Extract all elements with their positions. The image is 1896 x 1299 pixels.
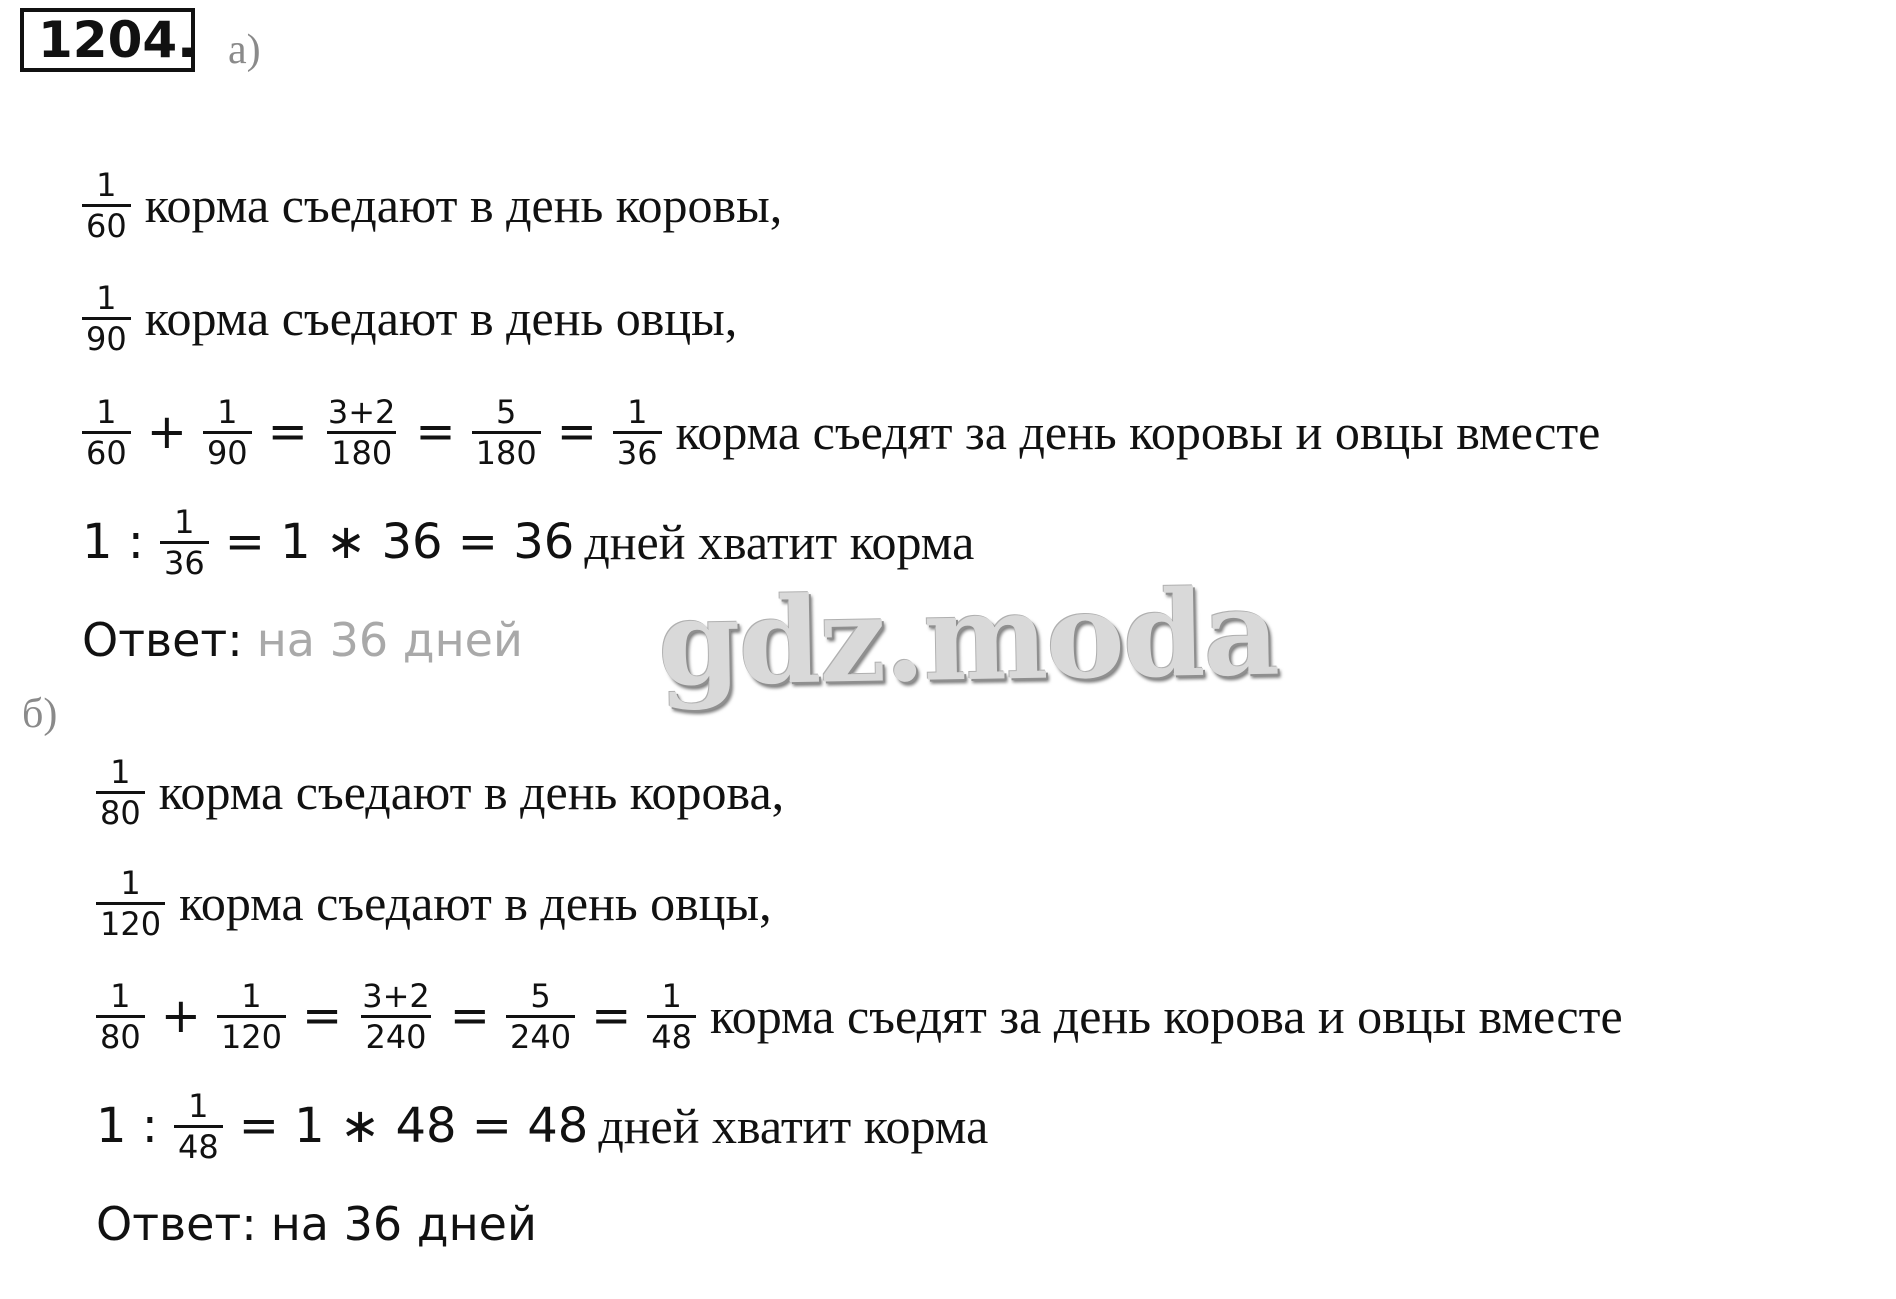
equals-sign: = xyxy=(449,988,490,1044)
fraction: $\frac{1}{36}$ xyxy=(613,393,662,472)
part-b-line-3 xyxy=(92,966,1623,1066)
fraction: $\frac{1}{80}$ xyxy=(96,753,145,832)
fraction: $\frac{5}{180}$ xyxy=(472,393,541,472)
division-start: 1 : xyxy=(96,1098,158,1154)
equals-sign: = xyxy=(556,404,597,460)
part-a-line-3 xyxy=(78,382,1600,482)
fraction: $\frac{3+2}{180}$ xyxy=(327,392,396,472)
division-result: = 1 ∗ 36 = 36 xyxy=(224,514,575,570)
statement-text: корма съедают в день овцы, xyxy=(144,290,738,346)
part-a-label: а) xyxy=(228,27,261,73)
fraction: $\frac{1}{60}$ xyxy=(82,393,131,472)
fraction: $\frac{1}{36}$ xyxy=(160,503,209,582)
part-b-line-1 xyxy=(92,742,784,842)
fraction: $\frac{1}{60}$ xyxy=(82,166,131,245)
plus-sign: + xyxy=(160,988,201,1044)
answer-label: Ответ: xyxy=(82,613,243,667)
statement-text: корма съедают в день коровы, xyxy=(144,177,783,233)
equals-sign: = xyxy=(267,404,308,460)
statement-text: корма съедят за день корова и овцы вместе xyxy=(710,988,1623,1044)
equals-sign: = xyxy=(302,988,343,1044)
fraction: $\frac{1}{120}$ xyxy=(96,864,165,943)
part-b-line-2 xyxy=(92,853,772,953)
division-start: 1 : xyxy=(82,514,144,570)
part-b-label: б) xyxy=(22,691,58,737)
fraction: $\frac{1}{120}$ xyxy=(217,977,286,1056)
division-result: = 1 ∗ 48 = 48 xyxy=(238,1098,589,1154)
part-a-line-2 xyxy=(78,268,737,368)
plus-sign: + xyxy=(146,404,187,460)
problem-number: 1204. xyxy=(38,11,197,69)
part-a-answer xyxy=(82,590,523,690)
fraction: $\frac{1}{80}$ xyxy=(96,977,145,1056)
part-a-line-1 xyxy=(78,155,782,255)
watermark-logo: gdz.moda xyxy=(656,562,1279,713)
answer-value: на 36 дней xyxy=(256,613,523,667)
fraction: $\frac{1}{90}$ xyxy=(203,393,252,472)
equals-sign: = xyxy=(591,988,632,1044)
answer-label: Ответ: xyxy=(96,1197,257,1251)
equals-sign: = xyxy=(415,404,456,460)
statement-text: корма съедят за день коровы и овцы вместе xyxy=(675,404,1601,460)
fraction: $\frac{1}{48}$ xyxy=(647,977,696,1056)
fraction: $\frac{1}{90}$ xyxy=(82,279,131,358)
statement-text: корма съедают в день корова, xyxy=(158,764,785,820)
part-b-line-4 xyxy=(96,1076,988,1176)
statement-text: дней хватит корма xyxy=(584,514,975,570)
statement-text: дней хватит корма xyxy=(598,1098,989,1154)
part-b-answer xyxy=(96,1174,537,1274)
problem-number-box xyxy=(20,8,195,72)
fraction: $\frac{3+2}{240}$ xyxy=(362,976,430,1056)
fraction: $\frac{1}{48}$ xyxy=(174,1087,223,1166)
statement-text: корма съедают в день овцы, xyxy=(179,875,772,931)
answer-value: на 36 дней xyxy=(270,1197,537,1251)
fraction: $\frac{5}{240}$ xyxy=(506,977,575,1056)
